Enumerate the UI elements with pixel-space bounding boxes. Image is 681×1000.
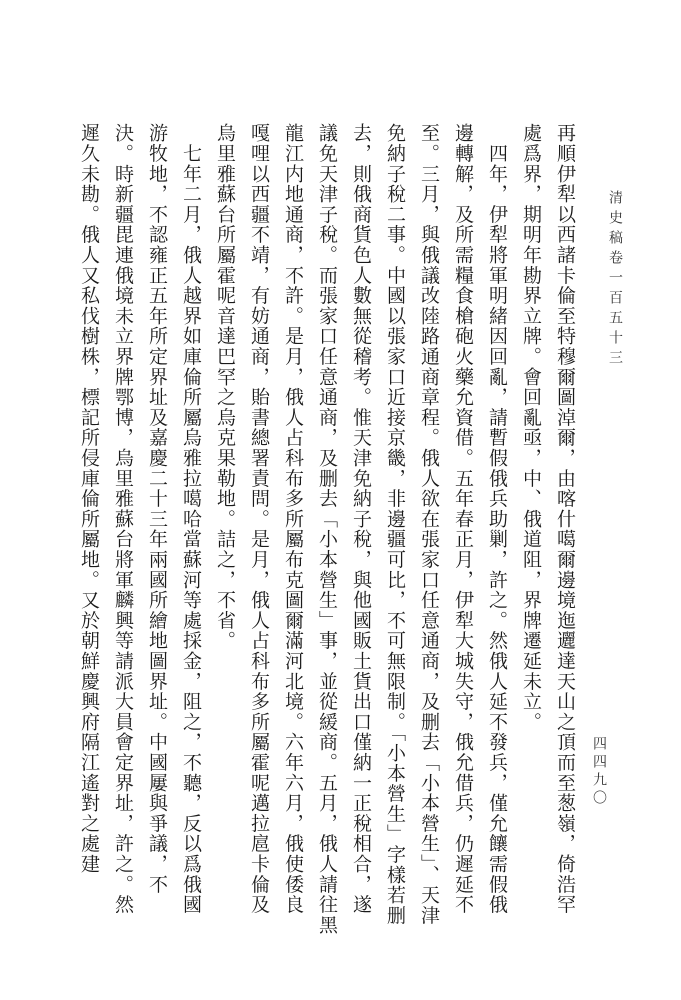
text-column: 處爲界，期明年勘界立牌。會回亂亟，中、俄道阻，界牌遷延未立。: [520, 123, 542, 732]
text-column: 去，則俄商貨色人數無從稽考。惟天津免納子稅，與他國販土貨出口僅納一正稅相合，遂: [350, 123, 372, 915]
text-column: 議免天津子稅。而張家口任意通商，及删去「小本營生」事，並從緩商。五月，俄人請往黑: [316, 123, 338, 935]
text-column: 游牧地，不認雍正五年所定界址及嘉慶二十三年兩國所繪地圖界址。中國屢與爭議，不: [146, 123, 168, 895]
text-column: 再順伊犁以西諸卡倫至特穆爾圖淖爾，由喀什噶爾邊境迤邐達天山之頂而至葱嶺，倚浩罕: [554, 123, 576, 915]
text-column: 龍江内地通商，不許。是月，俄人占科布多所屬布克圖爾滿河北境。六年六月，俄使倭良: [282, 123, 304, 915]
text-column: 決。時新疆毘連俄境未立界牌鄂博，烏里雅蘇台將軍麟興等請派大員會定界址，許之。然: [112, 123, 134, 915]
text-column: 至。三月，與俄議改陸路通商章程。俄人欲在張家口任意通商，及删去「小本營生」、天津: [418, 123, 440, 926]
text-column: 遲久未勘。俄人又私伐樹株，標記所侵庫倫所屬地。又於朝鮮慶興府隔江遙對之處建: [78, 123, 100, 875]
running-title: 清史稿卷一百五十三: [607, 190, 623, 370]
text-column: 七年二月，俄人越界如庫倫所屬烏雅拉噶哈當蘇河等處採金，阻之，不聽，反以爲俄國: [180, 123, 202, 915]
text-column: 免納子稅二事。中國以張家口近接京畿，非邊疆可比，不可無限制。「小本營生」字樣若删: [384, 123, 406, 926]
text-column: 嘎哩以西疆不靖，有妨通商，貽書總署責問。是月，俄人占科布多所屬霍呢邁拉扈卡倫及: [248, 123, 270, 915]
text-column: 邊轉解，及所需糧食槍砲火藥允資借。五年春正月，伊犁大城失守，俄允借兵，仍遲延不: [452, 123, 474, 915]
text-column: 四年，伊犁將軍明緒因回亂，請暫假俄兵助剿，許之。然俄人延不發兵，僅允饟需假俄: [486, 123, 508, 915]
text-column: 烏里雅蘇台所屬霍呢音達巴罕之烏克果勒地。詰之，不省。: [214, 123, 236, 651]
page-number: 四四九〇: [591, 736, 607, 808]
vertical-text-block: [29, 123, 577, 973]
